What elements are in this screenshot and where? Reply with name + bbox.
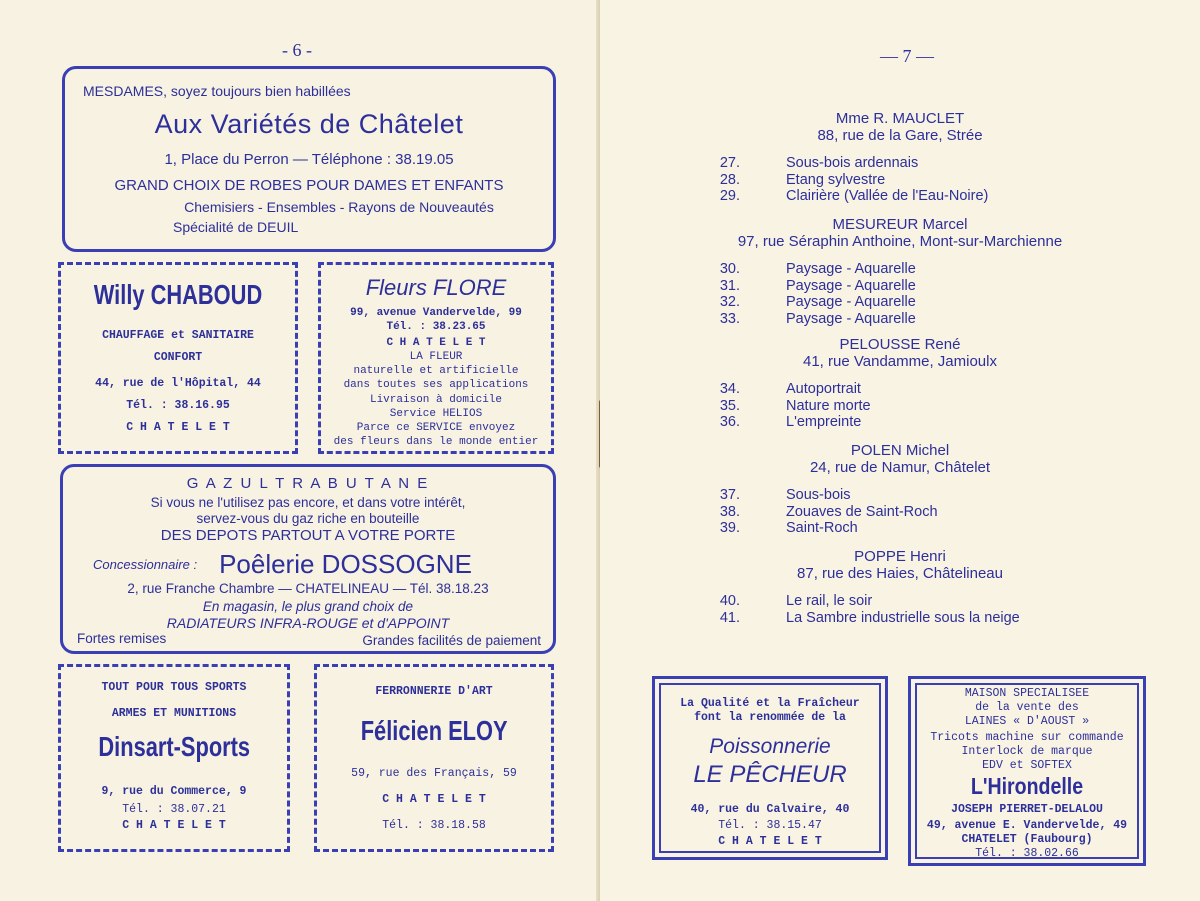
ad-varietes-line3: GRAND CHOIX DE ROBES POUR DAMES ET ENFANTS	[114, 177, 504, 194]
artist-name: Mme R. MAUCLET	[835, 110, 965, 127]
ad-dossogne-title: Poêlerie DOSSOGNE	[219, 549, 472, 579]
page-number-left: - 6 -	[282, 40, 312, 60]
work-title: Sous-bois	[786, 487, 851, 503]
ad-flore-line2: naturelle et artificielle	[353, 365, 519, 377]
artist-address: 88, rue de la Gare, Strée	[817, 127, 983, 144]
ad-flore-title: Fleurs FLORE	[365, 275, 507, 300]
work-title: Sous-bois ardennais	[786, 155, 919, 171]
work-title: Paysage - Aquarelle	[786, 277, 916, 294]
work-title: Autoportrait	[786, 381, 861, 397]
ad-hirondelle-owner: JOSEPH PIERRET-DELALOU	[951, 803, 1103, 816]
work-title: L'empreinte	[786, 414, 862, 430]
ad-hirondelle-tel: Tél. : 38.02.66	[975, 847, 1079, 860]
ad-hirondelle-city: CHATELET (Faubourg)	[961, 833, 1093, 846]
ad-flore-line1: LA FLEUR	[409, 351, 463, 363]
artist-name: POPPE Henri	[854, 548, 946, 565]
ad-eloy-city: C H A T E L E T	[382, 793, 486, 806]
artist-address: 41, rue Vandamme, Jamioulx	[803, 353, 997, 370]
ad-pecheur-city: C H A T E L E T	[718, 835, 822, 848]
work-title: Saint-Roch	[786, 520, 858, 536]
ad-pecheur-title2: LE PÊCHEUR	[693, 761, 847, 788]
ad-hirondelle-line3: LAINES « D'AOUST »	[964, 715, 1090, 728]
ad-dossogne-line2: Si vous ne l'utilisez pas encore, et dans votre intérêt,	[150, 495, 466, 510]
work-title: Clairière (Vallée de l'Eau-Noire)	[786, 188, 989, 204]
work-number: 41.	[719, 609, 740, 626]
work-title: La Sambre industrielle sous la neige	[786, 609, 1020, 626]
ad-dossogne-address: 2, rue Franche Chambre — CHATELINEAU — Tél. 38.18.23	[127, 581, 489, 596]
ad-dossogne	[60, 464, 556, 654]
ad-dossogne-line1: G A Z U L T R A B U T A N E	[186, 475, 430, 492]
work-title: Etang sylvestre	[786, 171, 886, 188]
ad-dossogne-line3: servez-vous du gaz riche en bouteille	[196, 511, 420, 526]
ad-flore-tel: Tél. : 38.23.65	[386, 321, 486, 333]
ad-hirondelle-title: L'Hirondelle	[970, 773, 1084, 799]
work-title: Paysage - Aquarelle	[786, 261, 916, 277]
ad-flore-line4: Livraison à domicile	[369, 394, 503, 406]
ad-chaboud-address: 44, rue de l'Hôpital, 44	[95, 377, 261, 390]
ad-pecheur	[652, 676, 888, 860]
work-title: Le rail, le soir	[786, 593, 873, 609]
work-number: 32.	[719, 294, 740, 310]
ad-dinsart	[58, 664, 290, 852]
ad-dinsart-title: Dinsart-Sports	[98, 731, 250, 762]
artist-address: 87, rue des Haies, Châtelineau	[797, 565, 1003, 582]
ad-flore	[318, 262, 554, 454]
ad-varietes-line4: Chemisiers - Ensembles - Rayons de Nouveautés	[184, 199, 494, 215]
ad-chaboud-line2: CONFORT	[153, 351, 203, 364]
ad-chaboud-city: C H A T E L E T	[126, 421, 230, 434]
ad-hirondelle-line5: Interlock de marque	[961, 745, 1093, 758]
ad-hirondelle	[908, 676, 1146, 866]
ad-hirondelle-line1: MAISON SPECIALISEE	[964, 687, 1090, 700]
ad-eloy-tel: Tél. : 38.18.58	[382, 819, 486, 832]
work-number: 34.	[719, 381, 740, 397]
ad-dossogne-title-row	[93, 549, 553, 580]
ad-dinsart-address: 9, rue du Commerce, 9	[101, 785, 247, 798]
ad-flore-line5: Service HELIOS	[389, 408, 483, 420]
artist-name: PELOUSSE René	[839, 336, 961, 353]
right-page	[600, 0, 1200, 901]
ad-pecheur-line2: font la renommée de la	[694, 711, 846, 724]
ad-pecheur-line1: La Qualité et la Fraîcheur	[680, 697, 860, 710]
ad-dossogne-line6: En magasin, le plus grand choix de	[202, 599, 414, 614]
ad-dossogne-line4: DES DEPOTS PARTOUT A VOTRE PORTE	[160, 527, 456, 544]
work-number: 35.	[719, 397, 740, 414]
work-title: Nature morte	[786, 397, 871, 414]
ad-chaboud-title: Willy CHABOUD	[93, 279, 263, 310]
ad-varietes-line1: MESDAMES, soyez toujours bien habillées	[83, 83, 351, 99]
ad-dinsart-city: C H A T E L E T	[122, 819, 226, 832]
ad-dossogne-footer-right: Grandes facilités de paiement	[362, 633, 541, 648]
left-page	[0, 0, 598, 901]
artist-name: POLEN Michel	[850, 442, 950, 459]
work-number: 40.	[719, 593, 740, 609]
ad-chaboud-line1: CHAUFFAGE et SANITAIRE	[102, 329, 254, 342]
ad-chaboud-tel: Tél. : 38.16.95	[126, 399, 230, 412]
work-title: Paysage - Aquarelle	[786, 294, 916, 310]
artist-name: MESUREUR Marcel	[832, 216, 968, 233]
page-number-right: — 7 —	[880, 46, 934, 66]
ad-dinsart-line1: TOUT POUR TOUS SPORTS	[101, 681, 247, 694]
ad-eloy-address: 59, rue des Français, 59	[351, 767, 517, 780]
ad-varietes-chatelet	[62, 66, 556, 252]
ad-flore-line7: des fleurs dans le monde entier	[333, 436, 539, 448]
ad-flore-address: 99, avenue Vandervelde, 99	[350, 307, 522, 319]
ad-dossogne-line7: RADIATEURS INFRA-ROUGE et d'APPOINT	[166, 615, 450, 631]
ad-pecheur-address: 40, rue du Calvaire, 40	[690, 803, 850, 816]
work-number: 36.	[719, 414, 740, 430]
ad-hirondelle-line4: Tricots machine sur commande	[930, 731, 1124, 744]
work-title: Zouaves de Saint-Roch	[786, 503, 938, 520]
ad-dinsart-tel: Tél. : 38.07.21	[122, 803, 226, 816]
ad-flore-city: C H A T E L E T	[386, 337, 486, 349]
ad-dossogne-footer-left: Fortes remises	[77, 631, 167, 646]
ad-varietes-title: Aux Variétés de Châtelet	[154, 109, 464, 139]
ad-pecheur-title1: Poissonnerie	[709, 735, 831, 758]
work-number: 31.	[719, 277, 740, 294]
ad-eloy	[314, 664, 554, 852]
work-number: 38.	[719, 503, 740, 520]
ad-chaboud	[58, 262, 298, 454]
ad-varietes-line5: Spécialité de DEUIL	[173, 219, 299, 235]
artist-address: 24, rue de Namur, Châtelet	[809, 459, 991, 476]
ad-flore-line6: Parce ce SERVICE envoyez	[356, 422, 516, 434]
work-number: 29.	[719, 188, 740, 204]
work-number: 37.	[719, 487, 740, 503]
work-number: 39.	[719, 520, 740, 536]
ad-hirondelle-line6: EDV et SOFTEX	[982, 759, 1072, 772]
work-number: 28.	[719, 171, 740, 188]
ad-pecheur-tel: Tél. : 38.15.47	[718, 819, 822, 832]
work-title: Paysage - Aquarelle	[786, 310, 916, 327]
artist-address: 97, rue Séraphin Anthoine, Mont-sur-Marchienne	[737, 233, 1063, 250]
ad-varietes-address: 1, Place du Perron — Téléphone : 38.19.05	[164, 151, 454, 168]
work-number: 30.	[719, 261, 740, 277]
work-number: 33.	[719, 310, 740, 327]
ad-hirondelle-line2: de la vente des	[975, 701, 1079, 714]
work-number: 27.	[719, 155, 740, 171]
ad-dossogne-concession-label: Concessionnaire :	[93, 557, 198, 572]
ad-eloy-line1: FERRONNERIE D'ART	[375, 685, 493, 698]
ad-eloy-title: Félicien ELOY	[360, 715, 508, 746]
ad-hirondelle-address: 49, avenue E. Vandervelde, 49	[926, 819, 1128, 832]
ad-dinsart-line2: ARMES ET MUNITIONS	[111, 707, 237, 720]
ad-flore-line3: dans toutes ses applications	[343, 379, 529, 391]
